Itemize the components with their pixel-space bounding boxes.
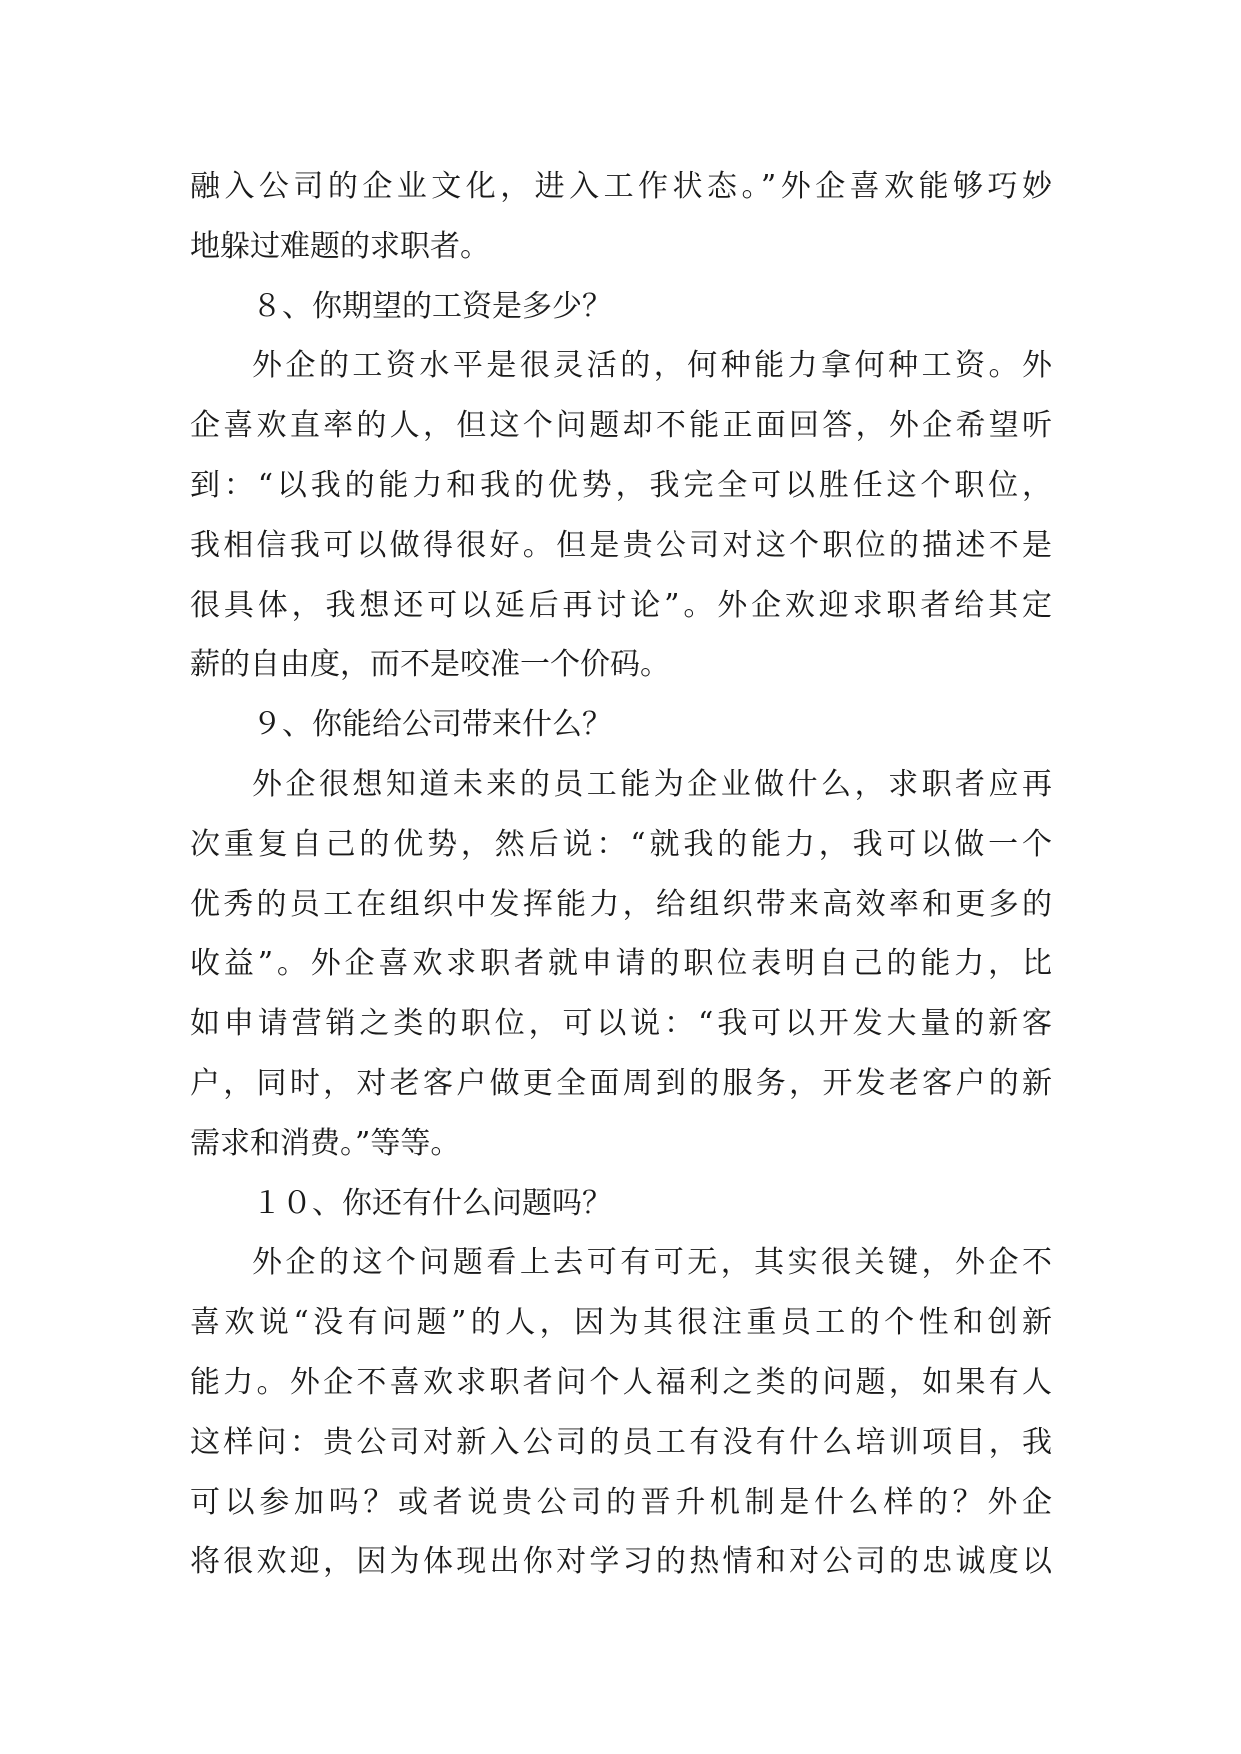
question-heading: ８、你期望的工资是多少？ [252, 288, 612, 324]
text-line: 可以参加吗？或者说贵公司的晋升机制是什么样的？外企 [190, 1484, 1052, 1520]
text-line: 喜欢说“没有问题”的人，因为其很注重员工的个性和创新 [190, 1305, 1052, 1341]
text-line: 地躲过难题的求职者。 [190, 228, 490, 264]
question-heading: １０、你还有什么问题吗？ [252, 1185, 612, 1221]
text-line: 收益”。外企喜欢求职者就申请的职位表明自己的能力，比 [190, 946, 1052, 982]
text-line: 外企的这个问题看上去可有可无，其实很关键，外企不 [252, 1245, 1052, 1281]
document-body [190, 157, 1052, 1592]
text-line: 企喜欢直率的人，但这个问题却不能正面回答，外企希望听 [190, 408, 1052, 444]
text-line: 很具体，我想还可以延后再讨论”。外企欢迎求职者给其定 [190, 587, 1052, 623]
text-line: 薪的自由度，而不是咬准一个价码。 [190, 647, 670, 683]
question-heading: ９、你能给公司带来什么？ [252, 707, 612, 743]
text-line: 将很欢迎，因为体现出你对学习的热情和对公司的忠诚度以 [190, 1544, 1052, 1580]
text-line: 融入公司的企业文化，进入工作状态。”外企喜欢能够巧妙 [190, 169, 1052, 204]
text-line: 外企的工资水平是很灵活的，何种能力拿何种工资。外 [252, 348, 1052, 384]
text-line: 户，同时，对老客户做更全面周到的服务，开发老客户的新 [190, 1065, 1052, 1101]
text-line: 需求和消费。”等等。 [190, 1125, 461, 1161]
text-line: 能力。外企不喜欢求职者问个人福利之类的问题，如果有人 [190, 1364, 1052, 1400]
text-line: 外企很想知道未来的员工能为企业做什么，求职者应再 [252, 766, 1052, 802]
text-line: 优秀的员工在组织中发挥能力，给组织带来高效率和更多的 [190, 886, 1052, 922]
text-line: 次重复自己的优势，然后说：“就我的能力，我可以做一个 [190, 826, 1052, 862]
text-line: 这样问：贵公司对新入公司的员工有没有什么培训项目，我 [190, 1424, 1052, 1460]
text-line: 我相信我可以做得很好。但是贵公司对这个职位的描述不是 [190, 527, 1052, 563]
text-line: 到：“以我的能力和我的优势，我完全可以胜任这个职位， [190, 467, 1052, 503]
text-line: 如申请营销之类的职位，可以说：“我可以开发大量的新客 [190, 1006, 1052, 1042]
